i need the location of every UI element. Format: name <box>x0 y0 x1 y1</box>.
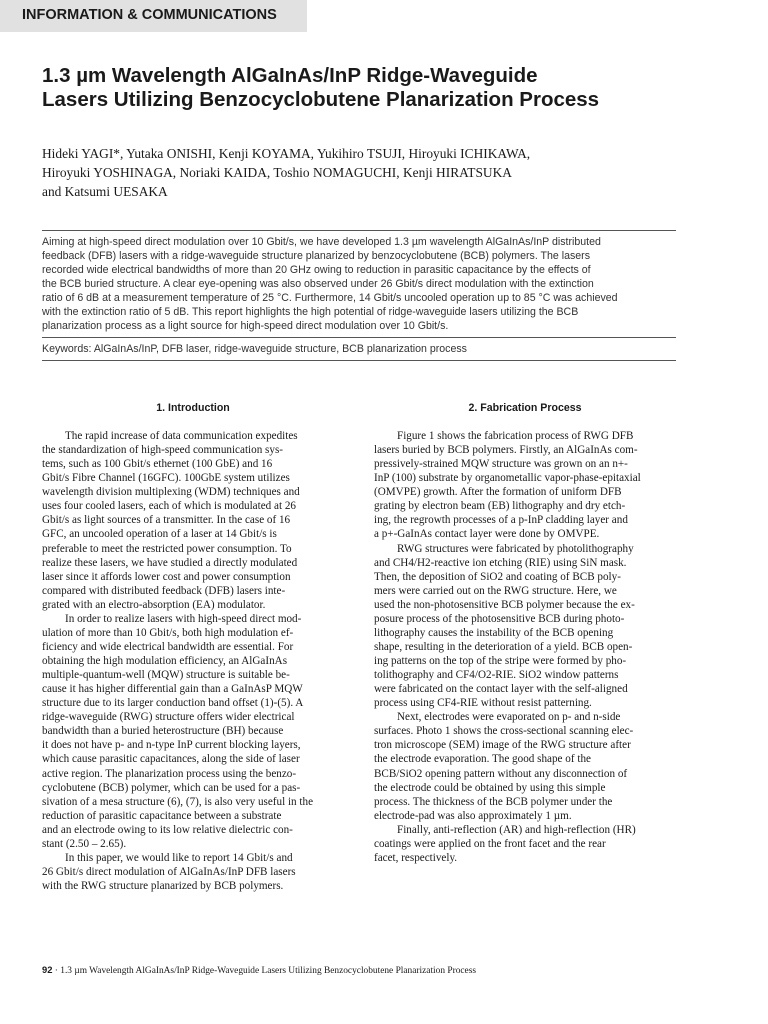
author-line: Hiroyuki YOSHINAGA, Noriaki KAIDA, Toshio NOMAGUCHI, Kenji HIRATSUKA <box>42 165 512 180</box>
abstract-line: the BCB buried structure. A clear eye-opening was also observed under 26 Gbit/s direct modulation with the extinction <box>42 278 594 290</box>
body-line: lasers buried by BCB polymers. Firstly, an AlGaInAs com- <box>374 444 638 457</box>
body-line: electrode-pad was also approximately 1 µm. <box>374 809 572 822</box>
body-line: 26 Gbit/s direct modulation of AlGaInAs/InP DFB lasers <box>42 865 296 878</box>
fabrication-heading: 2. Fabrication Process <box>468 402 582 414</box>
title-line: Lasers Utilizing Benzocyclobutene Planarization Process <box>42 88 600 111</box>
body-line: uses four cooled lasers, each of which is modulated at 26 <box>42 500 296 513</box>
body-line: laser since it affords lower cost and power consumption <box>42 570 291 583</box>
body-line: structure due to its larger conduction band offset (1)-(5). A <box>42 697 304 710</box>
body-line: pressively-strained MQW structure was grown on an n+- <box>374 458 628 471</box>
body-line: lithography causes the instability of the BCB opening <box>374 626 614 639</box>
body-line: compared with distributed feedback (DFB) lasers inte- <box>42 584 286 597</box>
abstract-bottom-rule <box>42 337 676 338</box>
abstract <box>42 235 676 333</box>
body-line: posure process of the photosensitive BCB during photo- <box>374 612 625 625</box>
body-line: it does not have p- and n-type InP current blocking layers, <box>42 739 301 752</box>
body-line: Figure 1 shows the fabrication process of RWG DFB <box>397 430 634 442</box>
page-footer <box>42 964 476 976</box>
body-line: multiple-quantum-well (MQW) structure is suitable be- <box>42 669 290 682</box>
body-line: grated with an electro-absorption (EA) modulator. <box>42 598 266 611</box>
running-title: 1.3 µm Wavelength AlGaInAs/InP Ridge-Waveguide Lasers Utilizing Benzocyclobutene Planarization Process <box>60 966 477 976</box>
article-title <box>42 64 742 112</box>
body-line: GFC, an uncooled operation of a laser at 14 Gbit/s is <box>42 528 277 541</box>
body-line: tolithography and CF4/O2-RIE. SiO2 window patterns <box>374 669 619 682</box>
body-line: a p+-GaInAs contact layer were done by OMVPE. <box>374 528 600 541</box>
body-line: Then, the deposition of SiO2 and coating of BCB poly- <box>374 570 621 583</box>
abstract-line: ratio of 6 dB at a measurement temperature of 25 °C. Furthermore, 14 Gbit/s uncooled operation up to 85 °C was achieved <box>42 292 618 304</box>
author-line: and Katsumi UESAKA <box>42 184 168 199</box>
author-line: Hideki YAGI*, Yutaka ONISHI, Kenji KOYAMA, Yukihiro TSUJI, Hiroyuki ICHIKAWA, <box>42 146 531 161</box>
body-line: facet, respectively. <box>374 851 458 864</box>
body-line: Gbit/s Fibre Channel (16GFC). 100GbE system utilizes <box>42 472 290 485</box>
title-line: 1.3 µm Wavelength AlGaInAs/InP Ridge-Waveguide <box>42 64 538 87</box>
body-line: Next, electrodes were evaporated on p- and n-side <box>397 711 621 724</box>
body-line: surfaces. Photo 1 shows the cross-sectional scanning elec- <box>374 725 634 738</box>
section-label-text: INFORMATION & COMMUNICATIONS <box>22 7 277 23</box>
introduction-body <box>42 429 344 893</box>
body-line: ficiency and wide electrical bandwidth are essential. For <box>42 640 294 653</box>
body-line: were fabricated on the contact layer with the self-aligned <box>374 683 628 696</box>
body-line: reduction of parasitic capacitance between a substrate <box>42 809 282 822</box>
body-line: ridge-waveguide (RWG) structure offers wider electrical <box>42 711 295 724</box>
abstract-line: planarization process as a light source for high-speed direct modulation over 10 Gbit/s. <box>42 320 449 332</box>
introduction-heading: 1. Introduction <box>156 402 230 414</box>
abstract-line: recorded wide electrical bandwidths of more than 20 GHz owing to reduction in parasitic capacitance by the effects of <box>42 264 591 276</box>
page-number: 92 <box>42 964 53 975</box>
body-line: process. The thickness of the BCB polymer under the <box>374 795 613 808</box>
body-line: active region. The planarization process using the benzo- <box>42 767 297 780</box>
body-line: ulation of more than 10 Gbit/s, both high modulation ef- <box>42 626 294 639</box>
body-line: bandwidth than a buried heterostructure (BH) because <box>42 725 284 738</box>
abstract-line: feedback (DFB) lasers with a ridge-waveguide structure planarized by benzocyclobutene (BCB) polymers. The lasers <box>42 250 590 262</box>
body-line: process using CF4-RIE without resist patterning. <box>374 697 592 710</box>
body-line: ing patterns on the top of the stripe were formed by pho- <box>374 655 627 667</box>
body-line: BCB/SiO2 opening pattern without any disconnection of <box>374 767 628 780</box>
body-line: the electrode evaporation. The good shape of the <box>374 753 591 766</box>
body-line: tron microscope (SEM) image of the RWG structure after <box>374 739 631 752</box>
footer-separator: · <box>54 966 61 976</box>
body-line: The rapid increase of data communication expedites <box>65 430 298 442</box>
body-line: coatings were applied on the front facet and the rear <box>374 837 606 850</box>
body-line: and an electrode owing to its low relative dielectric con- <box>42 823 293 836</box>
body-line: cause it has higher differential gain than a GaInAsP MQW <box>42 683 303 696</box>
body-line: obtaining the high modulation efficiency, an AlGaInAs <box>42 655 288 667</box>
body-line: wavelength division multiplexing (WDM) techniques and <box>42 486 300 499</box>
author-list <box>42 144 742 201</box>
keywords-bottom-rule <box>42 360 676 361</box>
body-line: the electrode could be obtained by using this simple <box>374 781 606 794</box>
body-line: grating by electron beam (EB) lithography and dry etch- <box>374 500 626 513</box>
body-line: Gbit/s as light sources of a transmitter. In the case of 16 <box>42 514 291 527</box>
body-line: InP (100) substrate by organometallic vapor-phase-epitaxial <box>374 472 641 485</box>
body-line: cyclobutene (BCB) polymer, which can be used for a pas- <box>42 781 301 794</box>
body-line: shape, resulting in the deterioration of a yield. BCB open- <box>374 640 633 653</box>
body-line: tems, such as 100 Gbit/s ethernet (100 GbE) and 16 <box>42 458 273 471</box>
abstract-top-rule <box>42 230 676 231</box>
body-line: ing, the regrowth processes of a p-InP cladding layer and <box>374 514 628 527</box>
body-line: RWG structures were fabricated by photolithography <box>397 542 634 555</box>
body-line: In this paper, we would like to report 14 Gbit/s and <box>65 851 293 864</box>
body-line: (OMVPE) growth. After the formation of uniform DFB <box>374 486 622 499</box>
body-line: used the non-photosensitive BCB polymer because the ex- <box>374 598 635 611</box>
body-line: and CH4/H2-reactive ion etching (RIE) using SiN mask. <box>374 556 627 569</box>
section-label <box>0 0 307 32</box>
abstract-line: Aiming at high-speed direct modulation over 10 Gbit/s, we have developed 1.3 µm wavelength AlGaInAs/InP distributed <box>42 236 601 248</box>
body-line: Finally, anti-reflection (AR) and high-reflection (HR) <box>397 823 636 836</box>
body-line: which cause parasitic capacitances, along the side of laser <box>42 753 300 766</box>
fabrication-body <box>374 429 676 865</box>
body-line: sivation of a mesa structure (6), (7), is also very useful in the <box>42 795 314 808</box>
body-line: stant (2.50 – 2.65). <box>42 837 127 850</box>
abstract-line: with the extinction ratio of 5 dB. This report highlights the high potential of ridge-waveguide lasers utilizing the BCB <box>42 306 579 318</box>
body-line: In order to realize lasers with high-speed direct mod- <box>65 612 302 625</box>
keywords: Keywords: AlGaInAs/InP, DFB laser, ridge-waveguide structure, BCB planarization process <box>42 343 467 355</box>
body-line: the standardization of high-speed communication sys- <box>42 444 284 457</box>
body-line: mers were carried out on the RWG structure. Here, we <box>374 584 617 597</box>
body-line: with the RWG structure planarized by BCB polymers. <box>42 880 284 892</box>
body-line: realize these lasers, we have studied a directly modulated <box>42 556 298 569</box>
body-line: preferable to meet the restricted power consumption. To <box>42 542 292 555</box>
